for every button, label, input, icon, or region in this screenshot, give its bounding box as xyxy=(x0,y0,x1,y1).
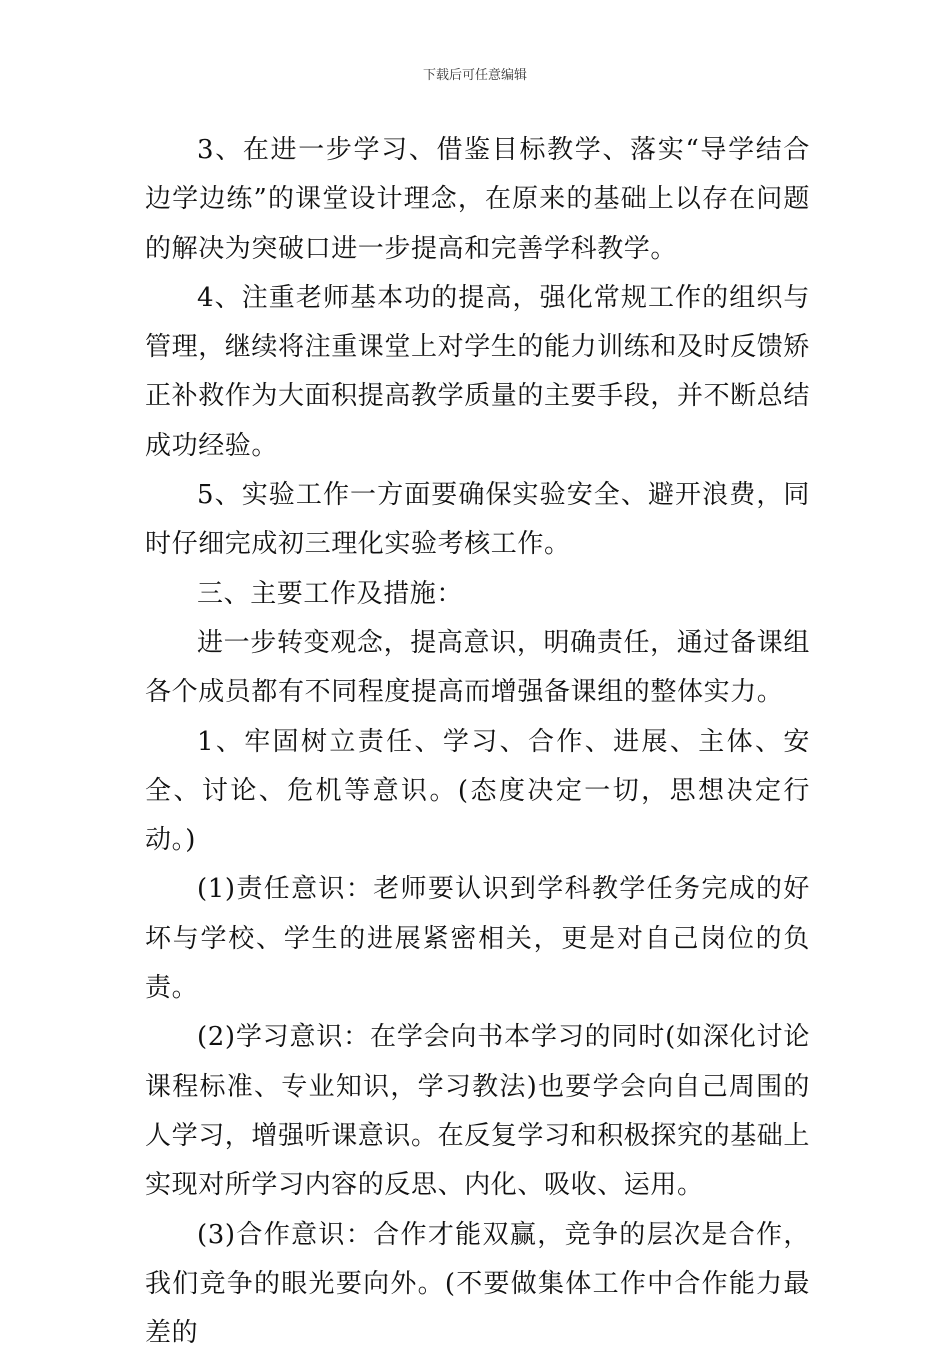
document-body xyxy=(145,126,810,1358)
section-heading-measures: 三、主要工作及措施： xyxy=(197,578,464,609)
page-header: 下载后可任意编辑 xyxy=(422,68,527,83)
paragraph-item-5: 5、实验工作一方面要确保实验安全、避开浪费，同时仔细完成初三理化实验考核工作。 xyxy=(145,480,810,560)
paragraph-awareness: 1、牢固树立责任、学习、合作、进展、主体、安全、讨论、危机等意识。(态度决定一切，思想决定行动。) xyxy=(145,726,810,856)
paragraph-responsibility: (1)责任意识：老师要认识到学科教学任务完成的好坏与学校、学生的进展紧密相关，更是对自己岗位的负责。 xyxy=(145,874,810,1004)
paragraph-item-4: 4、注重老师基本功的提高，强化常规工作的组织与管理，继续将注重课堂上对学生的能力训练和及时反馈矫正补救作为大面积提高教学质量的主要手段，并不断总结成功经验。 xyxy=(145,282,811,461)
paragraph-learning: (2)学习意识：在学会向书本学习的同时(如深化讨论课程标准、专业知识，学习教法)也要学会向自己周围的人学习，增强听课意识。在反复学习和积极探究的基础上实现对所学习内容的反思、内化、吸收、运用。 xyxy=(145,1022,811,1201)
paragraph-intro: 进一步转变观念，提高意识，明确责任，通过备课组各个成员都有不同程度提高而增强备课组的整体实力。 xyxy=(145,627,810,708)
paragraph-item-3: 3、在进一步学习、借鉴目标教学、落实“导学结合边学边练”的课堂设计理念，在原来的基础上以存在问题的解决为突破口进一步提高和完善学科教学。 xyxy=(145,135,810,264)
paragraph-cooperation: (3)合作意识：合作才能双赢，竞争的层次是合作，我们竞争的眼光要向外。(不要做集体工作中合作能力最差的 xyxy=(145,1219,810,1349)
